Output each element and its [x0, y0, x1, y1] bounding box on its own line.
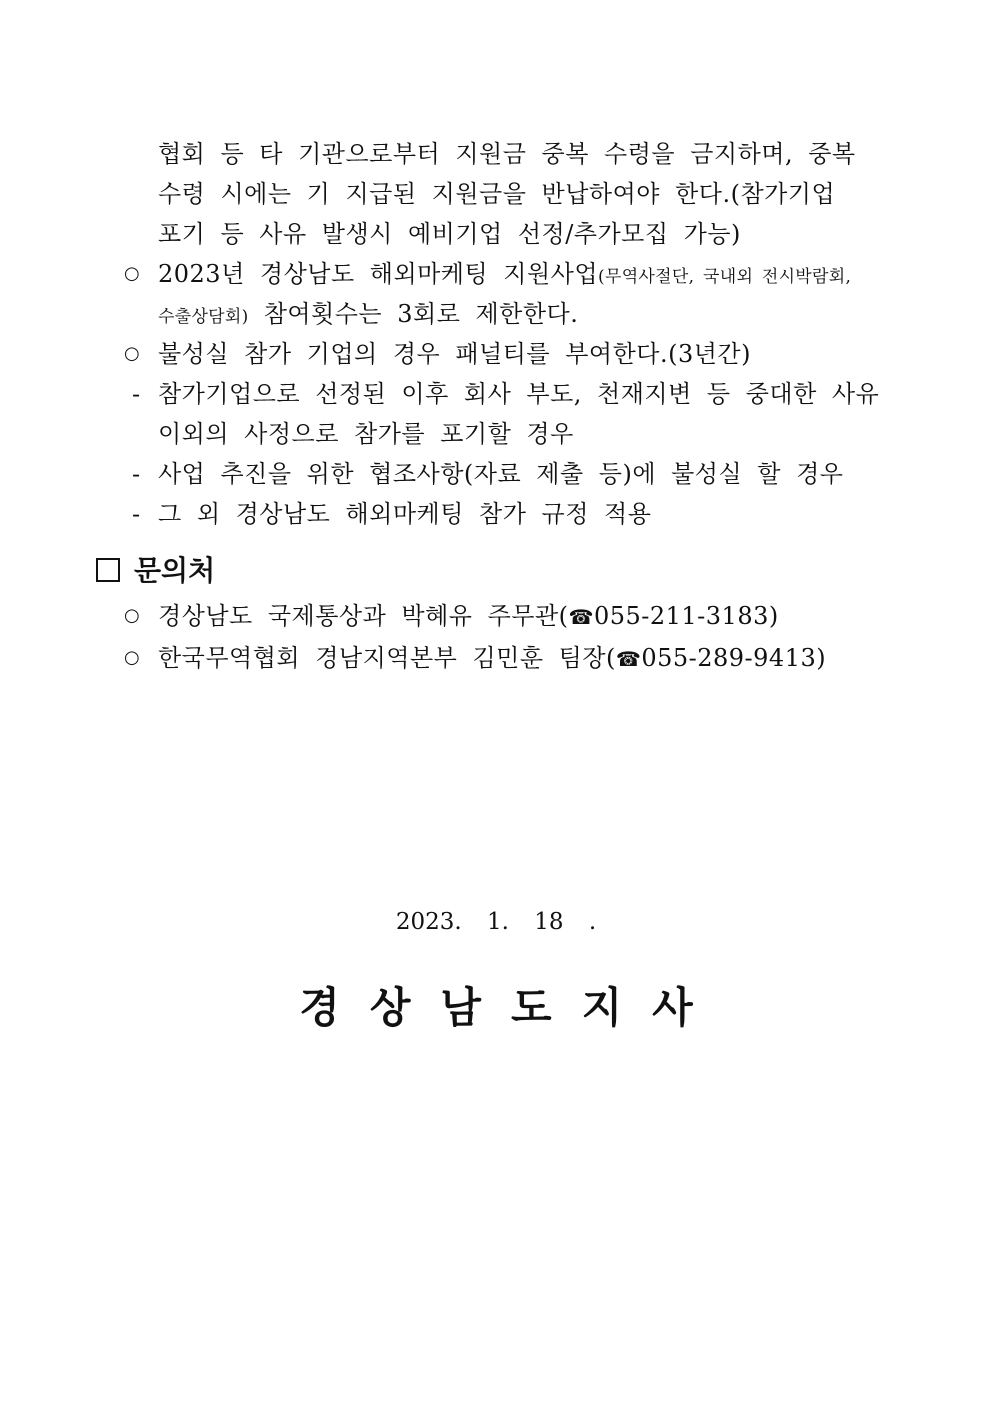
dash-marker: - [132, 380, 141, 408]
phone-icon: ☎ [568, 605, 594, 629]
dash-marker: - [132, 500, 141, 528]
contact-section-title [96, 552, 215, 590]
rule-item-participation-limit-cont [158, 298, 578, 333]
phone-icon: ☎ [615, 647, 642, 671]
bullet-marker: ○ [124, 343, 140, 364]
bullet-marker: ○ [124, 647, 140, 668]
penalty-case: 그 외 경상남도 해외마케팅 참가 규정 적용 [158, 500, 652, 528]
bullet-marker: ○ [124, 605, 140, 626]
issuer-signature: 경상남도지사 [299, 983, 723, 1032]
rule-item-penalty: 불성실 참가 기업의 경우 패널티를 부여한다.(3년간) [158, 340, 751, 368]
penalty-case: 사업 추진을 위한 협조사항(자료 제출 등)에 불성실 할 경우 [158, 460, 844, 488]
document-date: 2023. 1. 18 . [395, 909, 597, 935]
rule-item-rest: 참여횟수는 3회로 제한한다. [263, 300, 579, 328]
contact-person: 경상남도 국제통상과 박혜유 주무관( [158, 602, 569, 630]
contact-phone: 055-289-9413) [641, 644, 827, 672]
rule-item-main: 2023년 경상남도 해외마케팅 지원사업 [158, 260, 599, 288]
bullet-marker: ○ [124, 263, 140, 284]
penalty-case-cont: 이외의 사정으로 참가를 포기할 경우 [158, 420, 574, 448]
rule-item-paren: (무역사절단, 국내외 전시박람회, [598, 267, 852, 287]
checkbox-square-icon [96, 558, 120, 582]
contact-item [158, 642, 826, 675]
dash-marker: - [132, 460, 141, 488]
rule-item-participation-limit [158, 258, 851, 293]
contact-title-text: 문의처 [134, 554, 216, 587]
contact-person: 한국무역협회 경남지역본부 김민훈 팀장( [158, 644, 616, 672]
continuation-line: 포기 등 사유 발생시 예비기업 선정/추가모집 가능) [158, 220, 741, 248]
contact-item [158, 600, 779, 633]
rule-item-paren-cont: 수출상담회) [158, 307, 249, 327]
continuation-line: 협회 등 타 기관으로부터 지원금 중복 수령을 금지하며, 중복 [158, 140, 856, 168]
penalty-case: 참가기업으로 선정된 이후 회사 부도, 천재지변 등 중대한 사유 [158, 380, 880, 408]
contact-phone: 055-211-3183) [593, 602, 779, 630]
continuation-line: 수령 시에는 기 지급된 지원금을 반납하여야 한다.(참가기업 [158, 180, 836, 208]
